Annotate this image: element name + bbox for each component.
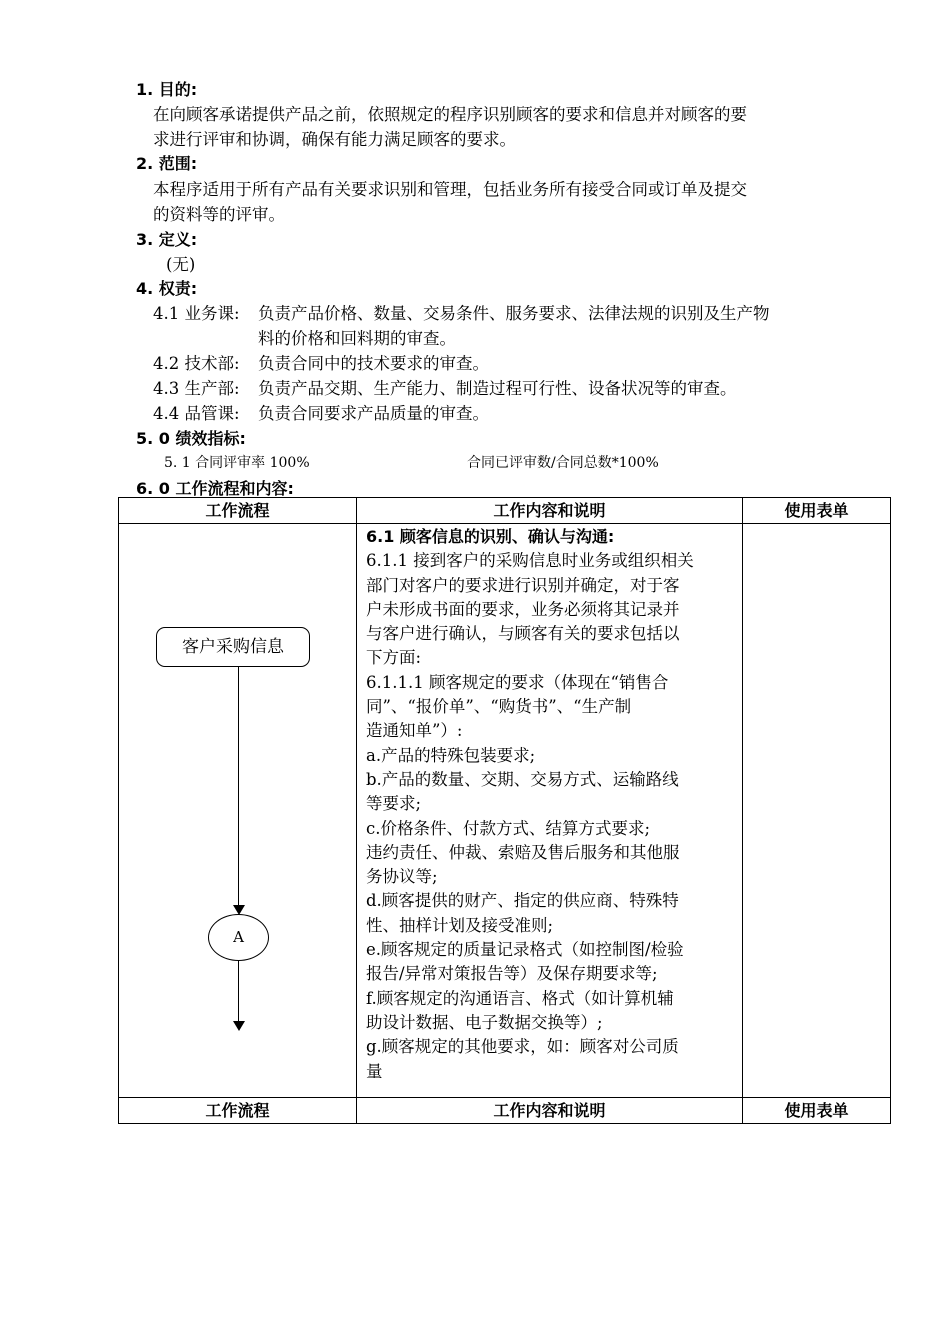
content-line: 同”、“报价单”、“购货书”、“生产制	[366, 697, 632, 717]
content-line: 6.1.1.1 顾客规定的要求（体现在“销售合	[366, 672, 669, 692]
section-6-heading: 6. 0 工作流程和内容:	[136, 479, 294, 498]
content-line: 户未形成书面的要求，业务必须将其记录并	[366, 599, 680, 619]
section-2-text-line-2: 的资料等的评审。	[153, 205, 285, 224]
footer-forms: 使用表单	[743, 1098, 891, 1124]
duty-text-tech: 负责合同中的技术要求的审查。	[258, 354, 489, 373]
content-line: 违约责任、仲裁、索赔及售后服务和其他服	[366, 842, 680, 862]
content-line: 6.1.1 接到客户的采购信息时业务或组织相关	[366, 551, 694, 571]
content-line: 与客户进行确认，与顾客有关的要求包括以	[366, 624, 680, 644]
content-cell	[357, 524, 743, 1098]
section-1-text-line-1: 在向顾客承诺提供产品之前，依照规定的程序识别顾客的要求和信息并对顾客的要	[153, 105, 747, 124]
section-3-heading: 3. 定义:	[136, 230, 198, 249]
content-line: g.顾客规定的其他要求，如：顾客对公司质	[366, 1037, 679, 1057]
content-line: 助设计数据、电子数据交换等）;	[366, 1012, 603, 1032]
duty-text-sales-line-2: 料的价格和回料期的审查。	[258, 329, 456, 348]
table-row	[119, 524, 891, 1098]
duty-label-production: 4.3 生产部:	[153, 379, 240, 398]
kpi-formula: 合同已评审数/合同总数*100%	[467, 455, 659, 471]
content-line: f.顾客规定的沟通语言、格式（如计算机辅	[366, 988, 674, 1008]
duty-label-sales: 4.1 业务课:	[153, 304, 240, 323]
section-2-text-line-1: 本程序适用于所有产品有关要求识别和管理，包括业务所有接受合同或订单及提交	[153, 180, 747, 199]
duty-label-quality: 4.4 品管课:	[153, 404, 240, 423]
workflow-table	[118, 497, 891, 1124]
footer-content: 工作内容和说明	[357, 1098, 743, 1124]
content-line: d.顾客提供的财产、指定的供应商、特殊特	[366, 891, 679, 911]
content-line: e.顾客规定的质量记录格式（如控制图/检验	[366, 940, 684, 960]
section-5-heading: 5. 0 绩效指标:	[136, 429, 246, 448]
content-line: a.产品的特殊包装要求;	[366, 745, 536, 765]
section-1-text-line-2: 求进行评审和协调，确保有能力满足顾客的要求。	[153, 130, 516, 149]
flow-connector-line	[238, 667, 239, 908]
content-line: 务协议等;	[366, 867, 438, 887]
section-1-heading: 1. 目的:	[136, 80, 198, 99]
header-forms: 使用表单	[743, 498, 891, 524]
content-line: 报告/异常对策报告等）及保存期要求等;	[366, 964, 658, 984]
content-line: 下方面:	[366, 648, 422, 668]
section-2-heading: 2. 范围:	[136, 154, 198, 173]
forms-cell	[743, 524, 891, 1098]
header-content: 工作内容和说明	[357, 498, 743, 524]
content-line: 等要求;	[366, 794, 422, 814]
section-3-text: (无)	[166, 255, 196, 274]
duty-text-quality: 负责合同要求产品质量的审查。	[258, 404, 489, 423]
flow-connector-a: A	[208, 914, 269, 961]
content-section-title: 6.1 顾客信息的识别、确认与沟通:	[366, 527, 615, 546]
footer-flow: 工作流程	[119, 1098, 357, 1124]
content-line: 部门对客户的要求进行识别并确定，对于客	[366, 575, 680, 595]
flow-node-customer-purchase-info: 客户采购信息	[156, 627, 310, 667]
content-line: c.价格条件、付款方式、结算方式要求;	[366, 818, 651, 838]
duty-text-sales-line-1: 负责产品价格、数量、交易条件、服务要求、法律法规的识别及生产物	[258, 304, 770, 323]
flow-cell	[119, 524, 357, 1098]
content-line: 量	[366, 1061, 383, 1081]
table-header-row	[119, 498, 891, 524]
content-line: 造通知单”）:	[366, 721, 463, 741]
section-4-heading: 4. 权责:	[136, 279, 198, 298]
arrow-down-icon	[233, 1021, 245, 1031]
table-footer-row	[119, 1098, 891, 1124]
flow-exit-line	[238, 961, 239, 1024]
content-line: b.产品的数量、交期、交易方式、运输路线	[366, 769, 679, 789]
kpi-name: 5. 1 合同评审率 100%	[164, 455, 310, 471]
duty-label-tech: 4.2 技术部:	[153, 354, 240, 373]
duty-text-production: 负责产品交期、生产能力、制造过程可行性、设备状况等的审查。	[258, 379, 737, 398]
header-flow: 工作流程	[119, 498, 357, 524]
content-line: 性、抽样计划及接受准则;	[366, 915, 554, 935]
